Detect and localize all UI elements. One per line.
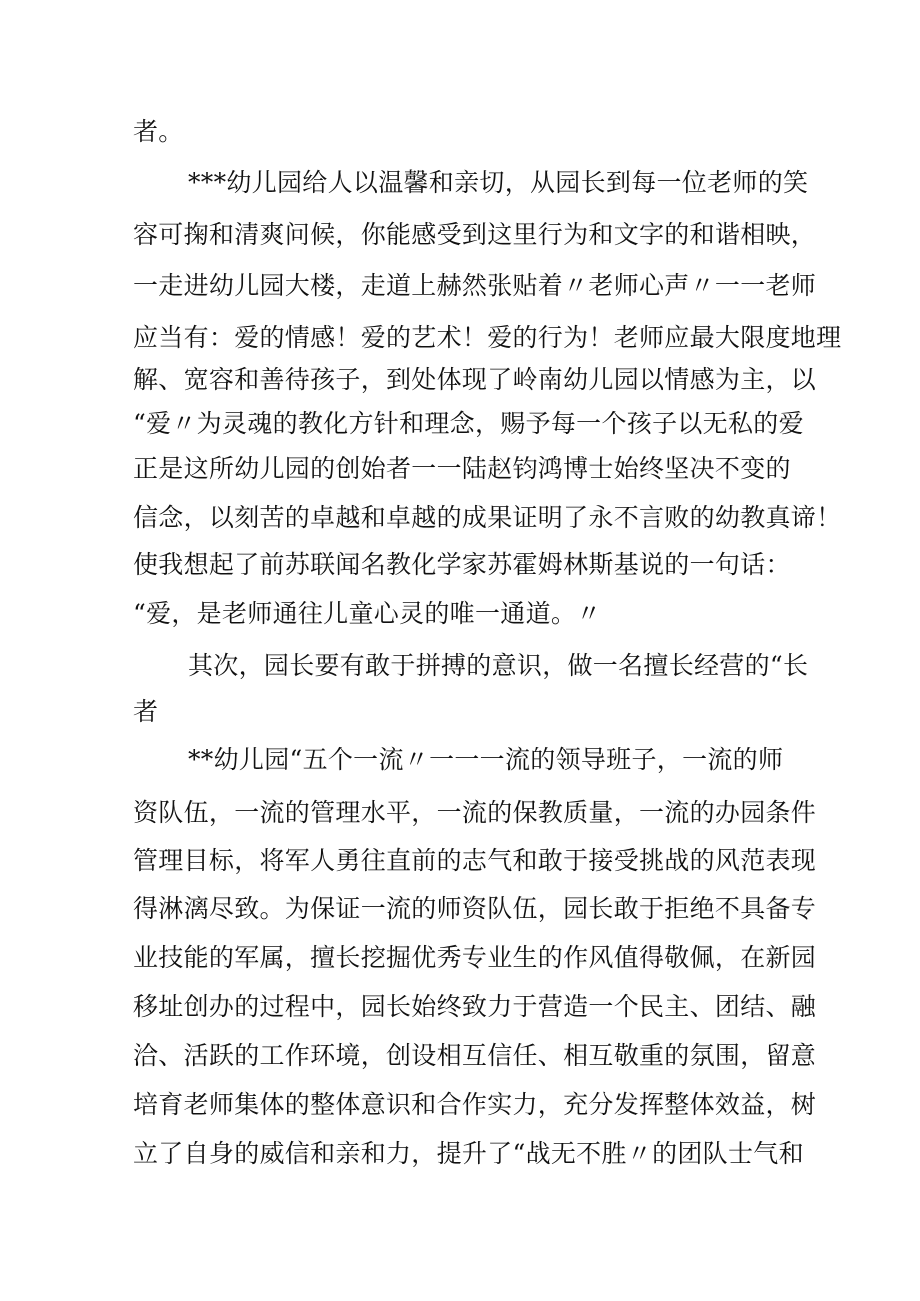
text-line: 解、宽容和善待孩子，到处体现了岭南幼儿园以情感为主，以 bbox=[133, 365, 817, 394]
text-line: 业技能的军属，擅长挖掘优秀专业生的作风值得敬佩，在新园 bbox=[133, 943, 817, 972]
text-line: 应当有：爱的情感！爱的艺术！爱的行为！老师应最大限度地理 bbox=[133, 323, 842, 352]
text-line: 信念，以刻苦的卓越和卓越的成果证明了永不言败的幼教真谛！ bbox=[133, 503, 842, 532]
text-line: 资队伍，一流的管理水平，一流的保教质量，一流的办园条件 bbox=[133, 798, 817, 827]
text-line: 者。 bbox=[133, 117, 184, 146]
text-line: “爱，是老师通往儿童心灵的唯一通道。〃 bbox=[133, 599, 602, 628]
text-line: 洽、活跃的工作环境，创设相互信任、相互敬重的氛围，留意 bbox=[133, 1041, 817, 1070]
text-line: ***幼儿园给人以温馨和亲切，从园长到每一位老师的笑 bbox=[188, 168, 809, 197]
text-line: 得淋漓尽致。为保证一流的师资队伍，园长敢于拒绝不具备专 bbox=[133, 894, 817, 923]
text-line: 正是这所幼儿园的创始者一一陆赵钧鸿博士始终坚决不变的 bbox=[133, 454, 791, 483]
text-line: 使我想起了前苏联闻名教化学家苏霍姆林斯基说的一句话： bbox=[133, 550, 791, 579]
text-line: 立了自身的威信和亲和力，提升了“战无不胜〃的团队士气和 bbox=[133, 1139, 804, 1168]
text-line: 者 bbox=[133, 697, 159, 726]
text-line: 其次，园长要有敢于拼搏的意识，做一名擅长经营的“长 bbox=[188, 651, 809, 680]
text-line: 容可掬和清爽问候，你能感受到这里行为和文字的和谐相映， bbox=[133, 220, 817, 249]
text-line: “爱〃为灵魂的教化方针和理念，赐予每一个孩子以无私的爱 bbox=[133, 409, 804, 438]
text-line: 移址创办的过程中，园长始终致力于营造一个民主、团结、融 bbox=[133, 992, 817, 1021]
text-line: 一走进幼儿园大楼，走道上赫然张贴着〃老师心声〃一一老师 bbox=[133, 271, 817, 300]
text-line: **幼儿园“五个一流〃一一一流的领导班子，一流的师 bbox=[188, 745, 784, 774]
text-line: 管理目标，将军人勇往直前的志气和敢于接受挑战的风范表现 bbox=[133, 846, 817, 875]
text-line: 培育老师集体的整体意识和合作实力，充分发挥整体效益，树 bbox=[133, 1090, 817, 1119]
